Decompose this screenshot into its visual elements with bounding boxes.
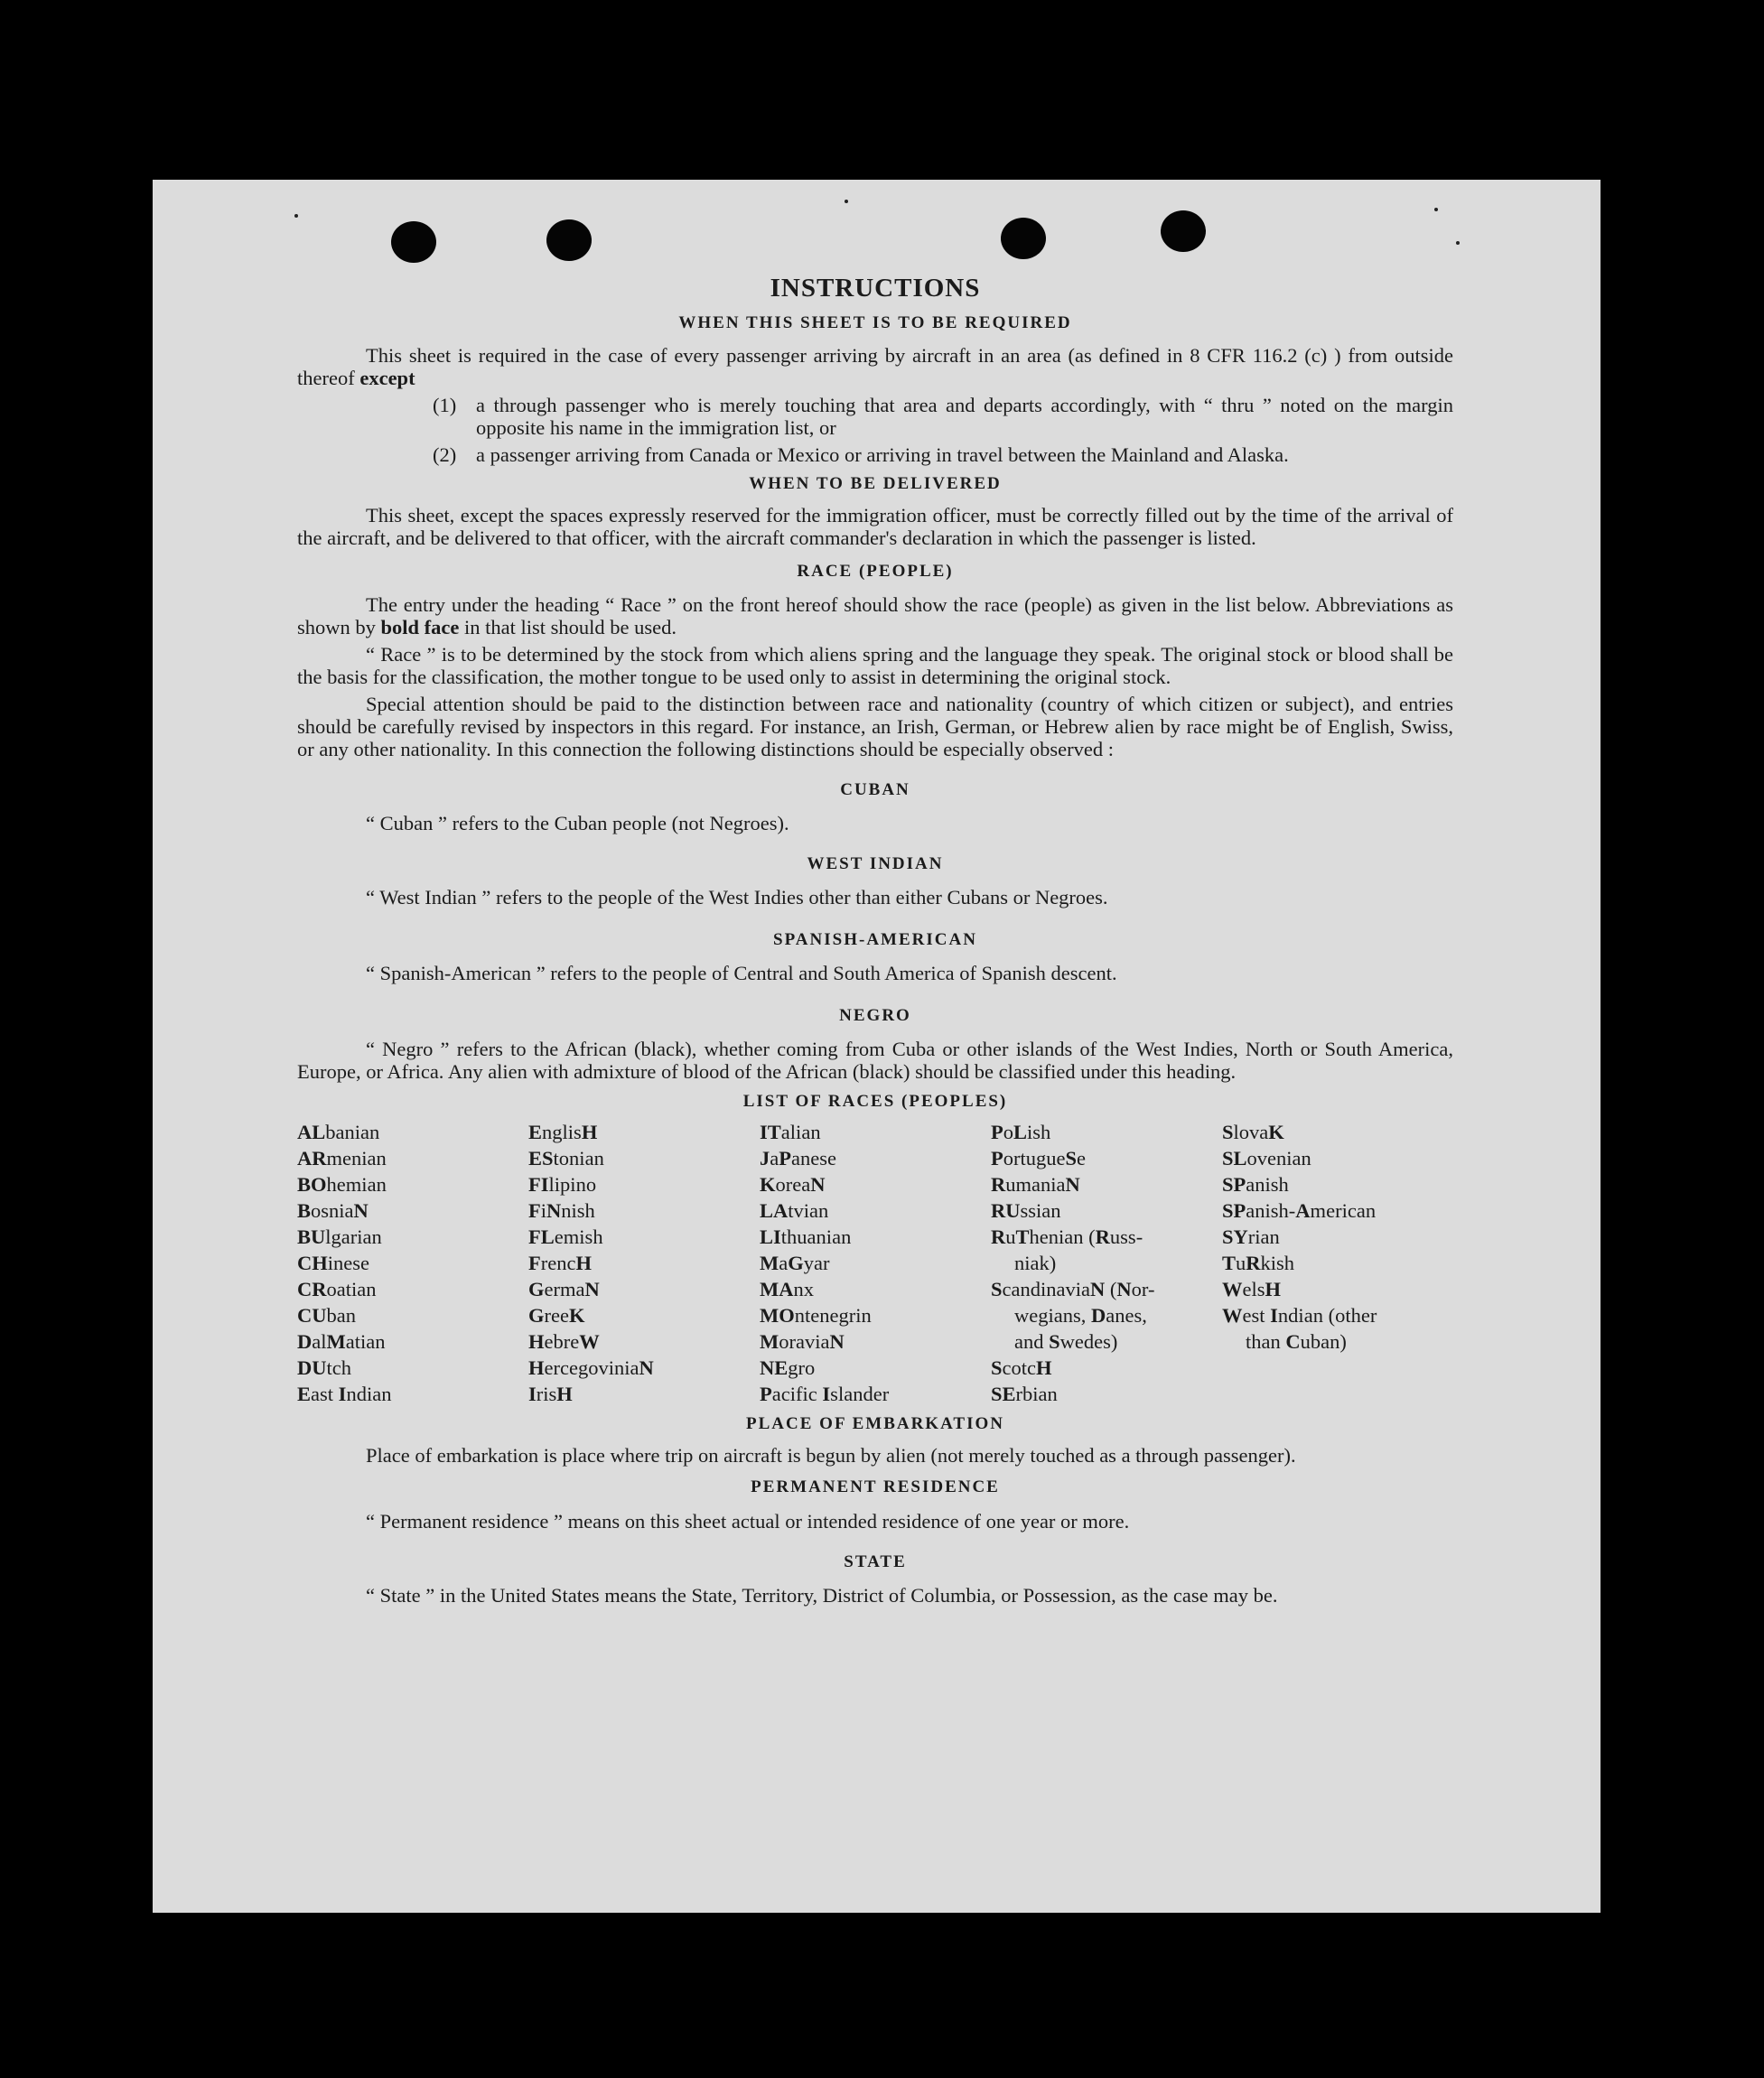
race-entry: DUtch [297, 1356, 352, 1379]
race-entry: ARmenian [297, 1147, 387, 1169]
race-entry: ITalian [760, 1121, 821, 1143]
race-paragraph-1c: in that list should be used. [464, 616, 677, 638]
race-entry: TuRkish [1222, 1252, 1295, 1274]
race-entry: than Cuban) [1246, 1330, 1347, 1353]
race-entry: EStonian [528, 1147, 604, 1169]
state-text: “ State ” in the United States means the State, Territory, District of Columbia, or Possession, as the case may be. [366, 1584, 1278, 1607]
race-entry: RumaniaN [991, 1173, 1080, 1196]
race-entry: HercegoviniaN [528, 1356, 654, 1379]
race-column [760, 1119, 991, 1407]
race-entry: SErbian [991, 1383, 1058, 1405]
race-entry: JaPanese [760, 1147, 837, 1169]
race-column [297, 1119, 528, 1407]
speck [1434, 208, 1438, 211]
punch-hole [1161, 210, 1206, 252]
exception-text: a passenger arriving from Canada or Mexico or arriving in travel between the Mainland and Alaska. [476, 443, 1289, 466]
race-entry: SYrian [1222, 1225, 1280, 1248]
race-entry: MOntenegrin [760, 1304, 872, 1327]
exception-text: a through passenger who is merely touching that area and departs accordingly, with “ thru ” noted on the margin opposite his name in the immigration list, or [476, 394, 1453, 439]
race-entry: MoraviaN [760, 1330, 845, 1353]
race-entry: CHinese [297, 1252, 370, 1274]
race-paragraph-1-bold: bold face [380, 616, 460, 638]
race-entry: HebreW [528, 1330, 600, 1353]
race-entry: MAnx [760, 1278, 814, 1300]
list-of-races-heading: LIST OF RACES (PEOPLES) [742, 1092, 1008, 1111]
race-entry: Pacific Islander [760, 1383, 890, 1405]
punch-hole [391, 221, 436, 263]
required-intro-text: This sheet is required in the case of every passenger arriving by aircraft in an area (as defined in 8 CFR 116.2 (c) ) from outside thereof [297, 344, 1453, 389]
section-heading-cuban: CUBAN [840, 780, 910, 799]
section-heading-spanish-american: SPANISH-AMERICAN [773, 930, 977, 949]
race-entry: West Indian (other [1222, 1304, 1377, 1327]
race-entry: SPanish-American [1222, 1199, 1377, 1222]
page-title: INSTRUCTIONS [770, 274, 981, 303]
race-column [991, 1119, 1222, 1407]
cuban-text: “ Cuban ” refers to the Cuban people (not Negroes). [366, 812, 789, 834]
required-intro-except: except [359, 367, 415, 389]
race-entry: LAtvian [760, 1199, 829, 1222]
section-heading-permanent-residence: PERMANENT RESIDENCE [751, 1477, 1000, 1496]
exception-item [433, 443, 1453, 466]
race-entry: PoLish [991, 1121, 1051, 1143]
race-entry: GreeK [528, 1304, 585, 1327]
instruction-sheet [153, 180, 1601, 1913]
race-entry: ALbanian [297, 1121, 380, 1143]
race-entry: GermaN [528, 1278, 600, 1300]
race-entry: ScotcH [991, 1356, 1052, 1379]
race-paragraph-1a: The entry under the heading “ Race ” on the front hereof should show the race (people) as given in the list below. Abbreviations as shown by [297, 593, 1453, 638]
race-entry: BUlgarian [297, 1225, 382, 1248]
speck [845, 200, 848, 203]
race-entry: East Indian [297, 1383, 392, 1405]
race-paragraph-2: “ Race ” is to be determined by the stock from which aliens spring and the language they speak. The original stock or blood shall be the basis for the classification, the mother tongue to be used only to assist in determining the original stock. [297, 643, 1453, 688]
race-entry: wegians, Danes, [1014, 1304, 1147, 1327]
race-entry: MaGyar [760, 1252, 830, 1274]
race-entry: CUban [297, 1304, 356, 1327]
race-entry: NEgro [760, 1356, 816, 1379]
speck [1456, 241, 1460, 245]
race-entry: FLemish [528, 1225, 603, 1248]
race-entry: SPanish [1222, 1173, 1289, 1196]
section-heading-negro: NEGRO [839, 1006, 911, 1025]
race-entry: FIlipino [528, 1173, 597, 1196]
section-heading-delivered: WHEN TO BE DELIVERED [749, 474, 1002, 493]
section-heading-race: RACE (PEOPLE) [797, 562, 954, 581]
race-entry: EnglisH [528, 1121, 598, 1143]
race-entry: SlovaK [1222, 1121, 1284, 1143]
race-entry: BOhemian [297, 1173, 387, 1196]
speck [294, 214, 298, 218]
races-list [297, 1119, 1453, 1407]
race-entry: IrisH [528, 1383, 573, 1405]
delivered-text: This sheet, except the spaces expressly reserved for the immigration officer, must be correctly filled out by the time of the arrival of the aircraft, and be delivered to that officer, with the aircraft commander's declaration in which the passenger is listed. [297, 504, 1453, 549]
race-entry: ScandinaviaN (Nor- [991, 1278, 1155, 1300]
punch-hole [546, 219, 592, 261]
section-heading-west-indian: WEST INDIAN [807, 854, 944, 873]
race-paragraph-3: Special attention should be paid to the distinction between race and nationality (country of which citizen or subject), and entries should be carefully revised by inspectors in this regard. For instance, an Irish, German, or Hebrew alien by race might be of English, Swiss, or any other nationality. In this connection the following distinctions should be especially observed : [297, 693, 1453, 760]
section-heading-embarkation: PLACE OF EMBARKATION [746, 1414, 1004, 1433]
permanent-residence-text: “ Permanent residence ” means on this sheet actual or intended residence of one year or more. [366, 1510, 1130, 1533]
race-entry: BosniaN [297, 1199, 369, 1222]
race-paragraph-1 [297, 593, 1453, 638]
race-column [1222, 1119, 1453, 1407]
punch-hole [1001, 218, 1046, 259]
race-entry: FiNnish [528, 1199, 595, 1222]
section-heading-required: WHEN THIS SHEET IS TO BE REQUIRED [678, 313, 1072, 332]
race-entry: DalMatian [297, 1330, 386, 1353]
instruction-content [297, 274, 1453, 1607]
race-entry: CRoatian [297, 1278, 377, 1300]
exception-item [433, 394, 1453, 439]
race-entry: RuThenian (Russ- [991, 1225, 1143, 1248]
spanish-american-text: “ Spanish-American ” refers to the people of Central and South America of Spanish descent. [366, 962, 1117, 984]
embarkation-text: Place of embarkation is place where trip on aircraft is begun by alien (not merely touched as a through passenger). [366, 1444, 1296, 1467]
race-entry: SLovenian [1222, 1147, 1311, 1169]
race-entry: WelsH [1222, 1278, 1282, 1300]
negro-text: “ Negro ” refers to the African (black), whether coming from Cuba or other islands of the West Indies, North or South America, Europe, or Africa. Any alien with admixture of blood of the African (black) should be classified under this heading. [297, 1038, 1453, 1083]
west-indian-text: “ West Indian ” refers to the people of the West Indies other than either Cubans or Negroes. [366, 886, 1108, 909]
race-entry: PortugueSe [991, 1147, 1087, 1169]
race-entry: and Swedes) [1014, 1330, 1118, 1353]
exception-number: (1) [433, 394, 457, 416]
race-entry: RUssian [991, 1199, 1061, 1222]
exception-number: (2) [433, 443, 457, 466]
race-entry: FrencH [528, 1252, 593, 1274]
race-entry: KoreaN [760, 1173, 826, 1196]
race-entry: LIthuanian [760, 1225, 852, 1248]
required-intro [297, 344, 1453, 389]
race-column [528, 1119, 760, 1407]
section-heading-state: STATE [844, 1552, 907, 1571]
race-entry: niak) [1014, 1252, 1057, 1274]
